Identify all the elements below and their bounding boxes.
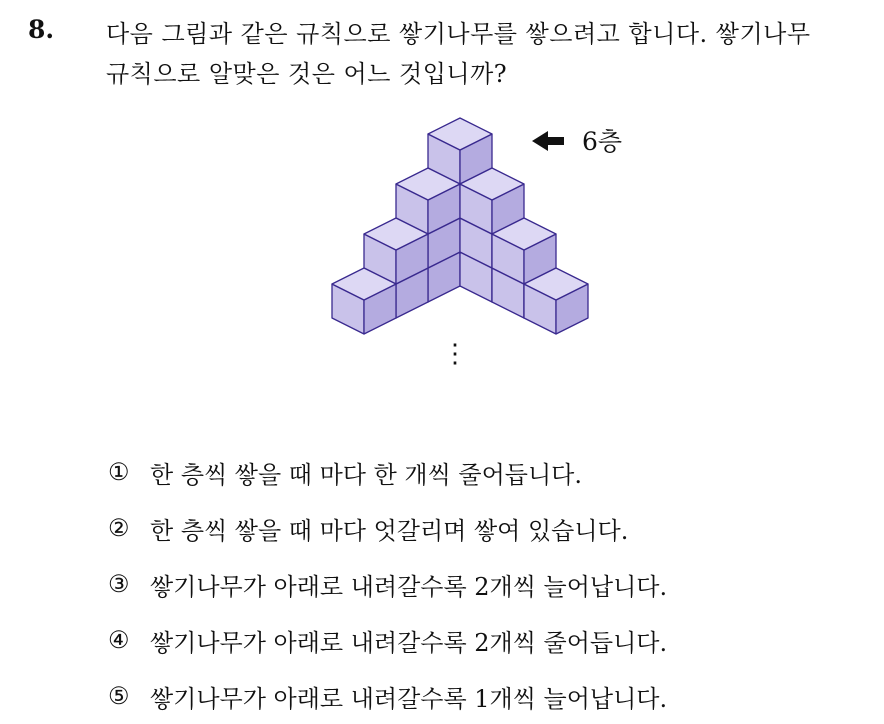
choice-number: ① — [108, 458, 130, 486]
choice-3[interactable] — [108, 556, 868, 612]
choice-4[interactable] — [108, 612, 868, 668]
left-arrow-icon — [532, 131, 564, 151]
floor-label: 6층 — [582, 127, 623, 156]
choice-text: 쌓기나무가 아래로 내려갈수록 2개씩 줄어듭니다. — [150, 628, 668, 657]
choice-number: ③ — [108, 570, 130, 598]
stacked-cubes-drawing — [320, 110, 650, 370]
choice-text: 쌓기나무가 아래로 내려갈수록 2개씩 늘어납니다. — [150, 572, 668, 601]
choice-text: 쌓기나무가 아래로 내려갈수록 1개씩 늘어납니다. — [150, 684, 668, 713]
question-line-1: 다음 그림과 같은 규칙으로 쌓기나무를 쌓으려고 합니다. 쌓기나무 — [106, 20, 811, 48]
choice-number: ② — [108, 514, 130, 542]
question-number: 8. — [28, 15, 55, 44]
choice-text: 한 층씩 쌓을 때 마다 한 개씩 줄어듭니다. — [150, 460, 582, 489]
choice-number: ④ — [108, 626, 130, 654]
choice-2[interactable] — [108, 500, 868, 556]
question-line-2: 규칙으로 알맞은 것은 어느 것입니까? — [106, 60, 508, 88]
floor-arrow — [532, 127, 622, 156]
question-text — [106, 14, 876, 94]
choice-1[interactable] — [108, 444, 868, 500]
choice-5[interactable] — [108, 668, 868, 724]
choice-text: 한 층씩 쌓을 때 마다 엇갈리며 쌓여 있습니다. — [150, 516, 629, 545]
answer-choices — [108, 444, 868, 724]
choice-number: ⑤ — [108, 682, 130, 710]
continuation-dots: ⋮ — [442, 339, 468, 369]
stacked-cubes-figure — [320, 110, 650, 370]
cube-layer — [332, 118, 588, 334]
